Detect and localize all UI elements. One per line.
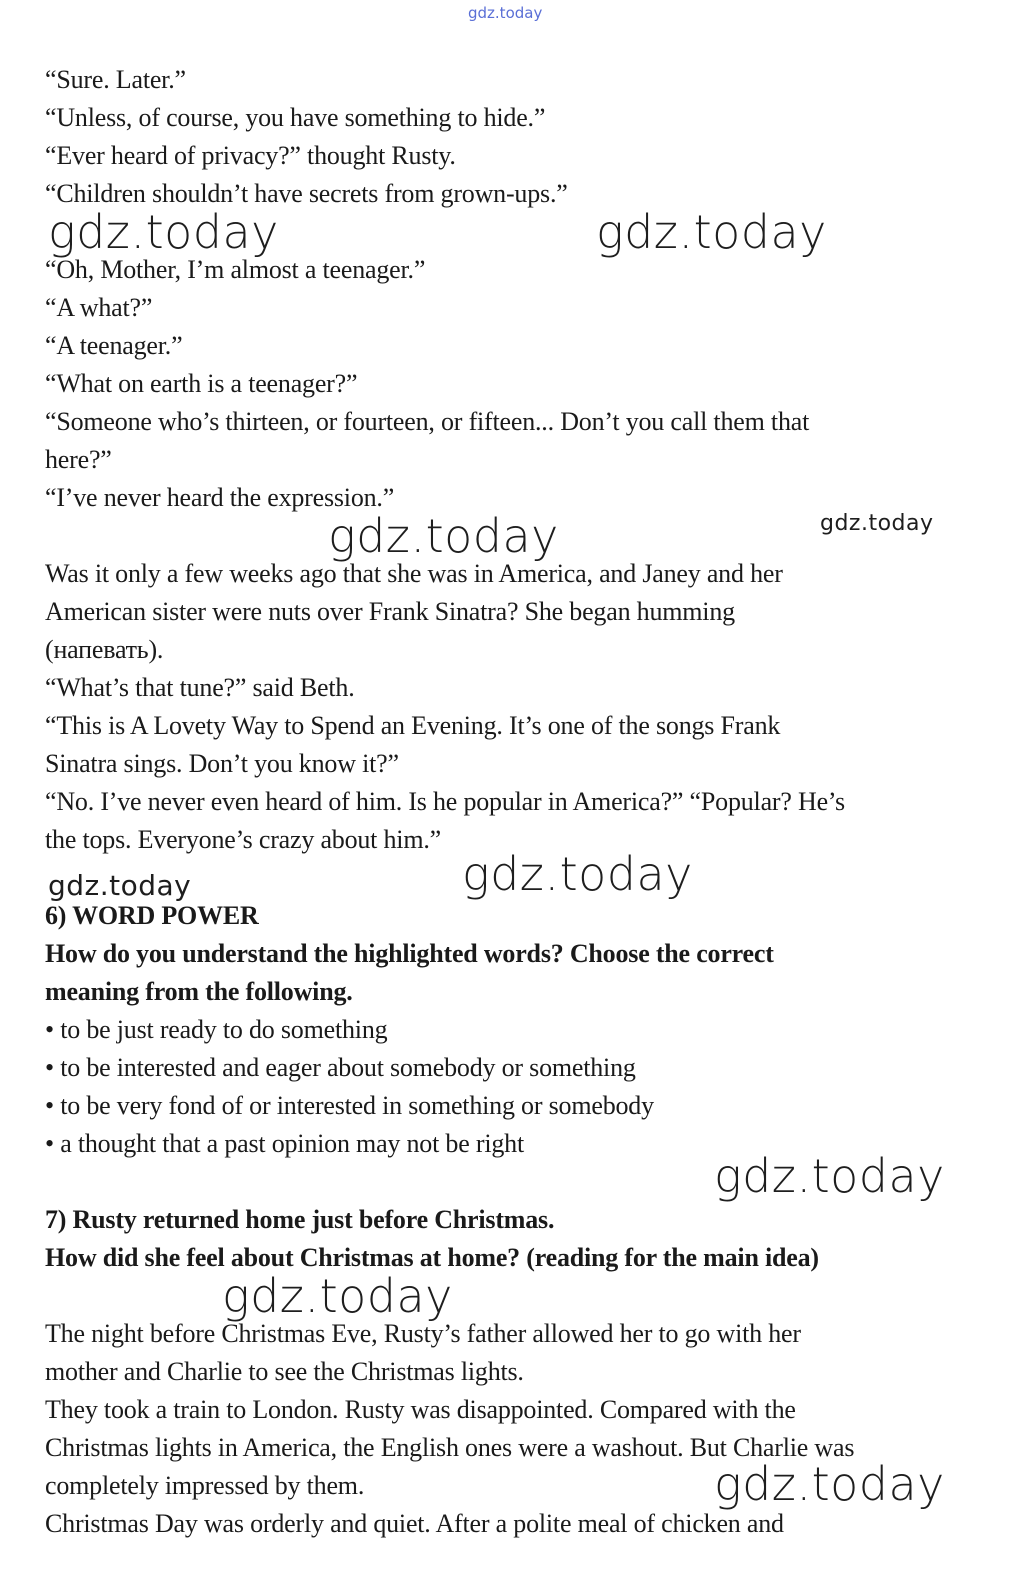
task-instruction: How did she feel about Christmas at home? (reading for the main idea): [45, 1243, 819, 1272]
text-line: (напевать).: [45, 635, 164, 664]
watermark: gdz.today: [820, 511, 934, 536]
watermark: gdz.today: [714, 1149, 945, 1203]
watermark: gdz.today: [328, 509, 559, 563]
text-line: They took a train to London. Rusty was disappointed. Compared with the: [45, 1395, 796, 1424]
watermark: gdz.today: [48, 869, 192, 902]
text-line: “What on earth is a teenager?”: [45, 369, 358, 398]
task-instruction: How do you understand the highlighted words? Choose the correct: [45, 939, 774, 968]
watermark-top: gdz.today: [468, 4, 543, 22]
text-line: Was it only a few weeks ago that she was in America, and Janey and her: [45, 559, 783, 588]
text-line: “Ever heard of privacy?” thought Rusty.: [45, 141, 456, 170]
text-line: “A what?”: [45, 293, 153, 322]
text-line: “No. I’ve never even heard of him. Is he popular in America?” “Popular? He’s: [45, 787, 845, 816]
text-line: “Unless, of course, you have something to hide.”: [45, 103, 546, 132]
text-line: the tops. Everyone’s crazy about him.”: [45, 825, 441, 854]
task-instruction: meaning from the following.: [45, 977, 353, 1006]
text-line: mother and Charlie to see the Christmas lights.: [45, 1357, 524, 1386]
text-line: “Someone who’s thirteen, or fourteen, or fifteen... Don’t you call them that: [45, 407, 810, 436]
text-line: “This is A Lovety Way to Spend an Evening. It’s one of the songs Frank: [45, 711, 781, 740]
watermark: gdz.today: [714, 1457, 945, 1511]
section-heading: 7) Rusty returned home just before Christmas.: [45, 1205, 555, 1234]
watermark: gdz.today: [462, 847, 693, 901]
text-line: “I’ve never heard the expression.”: [45, 483, 395, 512]
text-line: Christmas Day was orderly and quiet. After a polite meal of chicken and: [45, 1509, 784, 1538]
list-item: • to be just ready to do something: [45, 1015, 388, 1044]
text-line: The night before Christmas Eve, Rusty’s father allowed her to go with her: [45, 1319, 801, 1348]
text-line: “Sure. Later.”: [45, 65, 186, 94]
text-line: completely impressed by them.: [45, 1471, 365, 1500]
watermark: gdz.today: [222, 1269, 453, 1323]
text-line: Christmas lights in America, the English ones were a washout. But Charlie was: [45, 1433, 855, 1462]
text-line: “Oh, Mother, I’m almost a teenager.”: [45, 255, 426, 284]
text-line: here?”: [45, 445, 112, 474]
text-line: Sinatra sings. Don’t you know it?”: [45, 749, 399, 778]
section-heading: 6) WORD POWER: [45, 901, 259, 930]
watermark: gdz.today: [596, 205, 827, 259]
list-item: • to be very fond of or interested in something or somebody: [45, 1091, 654, 1120]
text-line: “What’s that tune?” said Beth.: [45, 673, 355, 702]
watermark: gdz.today: [48, 205, 279, 259]
list-item: • to be interested and eager about somebody or something: [45, 1053, 636, 1082]
text-line: “A teenager.”: [45, 331, 183, 360]
text-line: “Children shouldn’t have secrets from grown-ups.”: [45, 179, 568, 208]
list-item: • a thought that a past opinion may not be right: [45, 1129, 524, 1158]
text-line: American sister were nuts over Frank Sinatra? She began humming: [45, 597, 735, 626]
